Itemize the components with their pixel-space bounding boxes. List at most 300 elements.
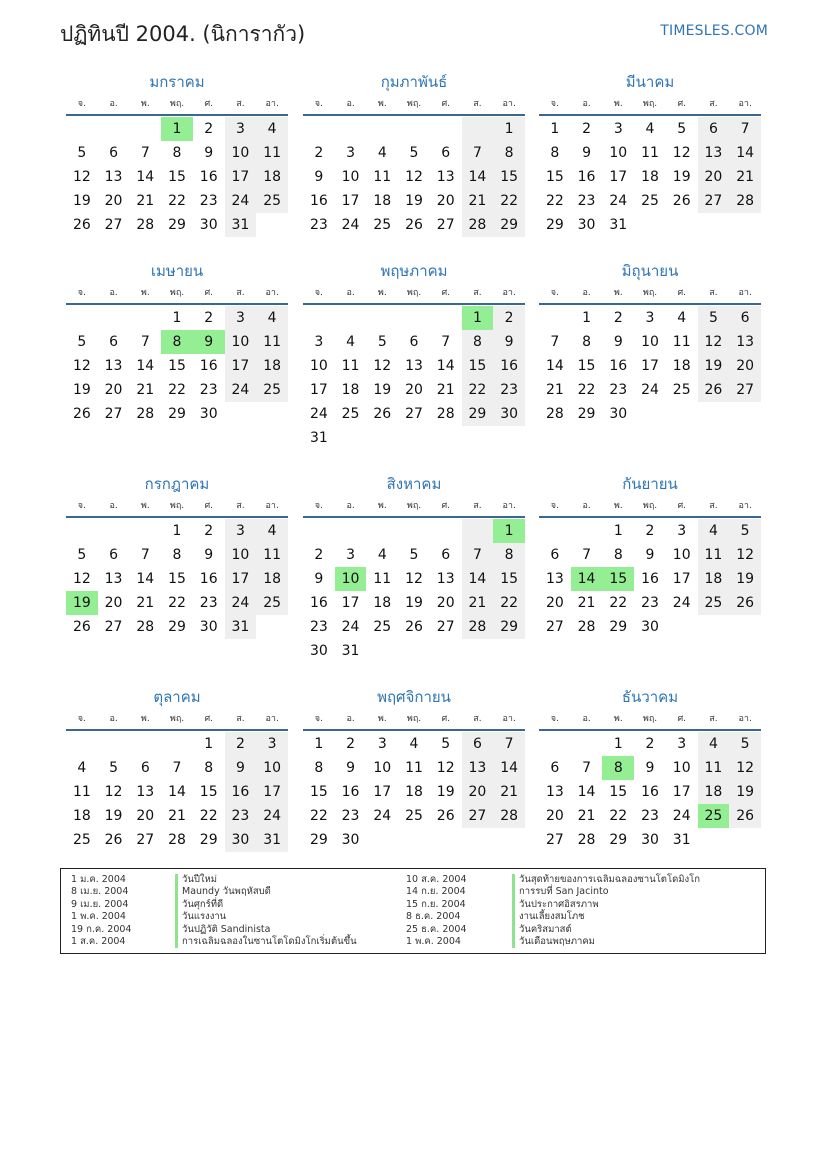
weekday-label: ศ. — [441, 714, 451, 724]
weekday-header — [303, 285, 525, 305]
weekday-label: ส. — [473, 714, 482, 724]
day-cell: 12 — [72, 169, 91, 185]
day-cell: 23 — [225, 804, 257, 828]
day-cell: 25 — [256, 591, 288, 615]
holiday-date: 14 ก.ย. 2004 — [406, 886, 466, 898]
month-name: สิงหาคม — [386, 475, 442, 493]
empty-cell — [398, 639, 430, 663]
day-cell: 17 — [225, 354, 257, 378]
weekday-label: อ. — [582, 714, 591, 724]
day-cell: 13 — [436, 169, 455, 185]
day-cell: 26 — [405, 619, 423, 635]
day-cell: 15 — [168, 169, 186, 185]
weekday-label: ศ. — [204, 501, 214, 511]
day-cell: 1 — [493, 519, 525, 543]
day-cell: 8 — [462, 330, 494, 354]
day-cell: 3 — [677, 523, 687, 539]
day-cell: 23 — [199, 193, 218, 209]
holiday-name: วันศุกร์ที่ดี — [182, 898, 224, 910]
month-name: มีนาคม — [625, 73, 675, 91]
day-cell: 8 — [172, 145, 182, 161]
day-cell: 11 — [373, 571, 392, 587]
day-cell: 5 — [729, 519, 761, 543]
day-cell: 21 — [136, 382, 155, 398]
weekday-label: อ. — [582, 288, 591, 298]
day-cell: 30 — [641, 619, 659, 635]
empty-cell — [98, 519, 130, 543]
empty-cell — [539, 732, 571, 756]
day-cell: 4 — [256, 306, 288, 330]
day-cell: 16 — [309, 595, 328, 611]
empty-cell — [98, 306, 130, 330]
day-cell: 25 — [72, 832, 91, 848]
empty-cell — [66, 117, 98, 141]
day-cell: 27 — [729, 378, 761, 402]
day-cell: 30 — [641, 832, 659, 848]
holiday-date: 10 ส.ค. 2004 — [406, 874, 467, 885]
day-cell: 14 — [136, 358, 155, 374]
day-cell: 10 — [225, 543, 257, 567]
day-cell: 14 — [462, 165, 494, 189]
day-cell: 18 — [405, 784, 423, 800]
empty-cell — [161, 732, 193, 756]
empty-cell — [462, 426, 494, 450]
day-cell: 19 — [72, 193, 91, 209]
day-cell: 9 — [314, 571, 324, 587]
empty-cell — [430, 828, 462, 852]
day-cell: 28 — [168, 832, 186, 848]
empty-cell — [729, 213, 761, 237]
day-cell: 16 — [341, 784, 360, 800]
empty-cell — [129, 306, 161, 330]
month-block — [539, 71, 761, 237]
day-cell: 27 — [462, 804, 494, 828]
month-block — [303, 686, 525, 852]
day-grid — [66, 117, 288, 237]
day-cell: 26 — [729, 804, 761, 828]
weekday-label: อา. — [265, 99, 279, 109]
day-cell: 17 — [672, 571, 691, 587]
day-cell: 21 — [729, 165, 761, 189]
day-cell: 9 — [193, 330, 225, 354]
day-cell: 5 — [377, 334, 387, 350]
weekday-label: ศ. — [677, 288, 687, 298]
day-cell: 3 — [225, 306, 257, 330]
weekday-label: อา. — [502, 501, 516, 511]
empty-cell — [539, 519, 571, 543]
weekday-label: จ. — [550, 501, 559, 511]
day-cell: 7 — [441, 334, 451, 350]
day-cell: 17 — [225, 567, 257, 591]
month-name: เมษายน — [150, 262, 204, 280]
day-cell: 9 — [493, 330, 525, 354]
day-cell: 27 — [104, 406, 123, 422]
day-cell: 23 — [641, 808, 659, 824]
holiday-date: 19 ก.ค. 2004 — [71, 923, 132, 935]
weekday-label: อ. — [346, 99, 355, 109]
month-name: มกราคม — [149, 73, 205, 91]
day-cell: 29 — [168, 619, 186, 635]
day-cell: 10 — [341, 169, 360, 185]
weekday-label: อา. — [502, 714, 516, 724]
day-cell: 21 — [462, 189, 494, 213]
day-grid — [66, 732, 288, 852]
day-cell: 1 — [204, 736, 214, 752]
empty-cell — [129, 732, 161, 756]
weekday-label: อา. — [265, 501, 279, 511]
day-cell: 4 — [698, 732, 730, 756]
day-cell: 5 — [677, 121, 687, 137]
day-cell: 8 — [161, 330, 193, 354]
day-cell: 5 — [698, 306, 730, 330]
weekday-label: พ. — [140, 501, 150, 511]
empty-cell — [366, 519, 398, 543]
day-cell: 31 — [225, 213, 257, 237]
day-cell: 10 — [672, 760, 691, 776]
empty-cell — [303, 306, 335, 330]
day-cell: 2 — [204, 523, 214, 539]
day-cell: 11 — [698, 543, 730, 567]
day-cell: 9 — [314, 169, 324, 185]
day-cell: 8 — [613, 547, 623, 563]
day-cell: 22 — [168, 382, 186, 398]
empty-cell — [335, 519, 367, 543]
holiday-name: Maundy วันพฤหัสบดี — [182, 886, 271, 898]
day-cell: 30 — [493, 402, 525, 426]
day-cell: 6 — [462, 732, 494, 756]
weekday-label: อ. — [109, 714, 118, 724]
empty-cell — [398, 519, 430, 543]
day-cell: 10 — [256, 756, 288, 780]
day-cell: 21 — [136, 193, 155, 209]
day-cell: 3 — [677, 736, 687, 752]
day-cell: 14 — [462, 567, 494, 591]
day-cell: 20 — [104, 193, 123, 209]
weekday-label: จ. — [550, 714, 559, 724]
day-cell: 11 — [698, 756, 730, 780]
day-cell: 7 — [172, 760, 182, 776]
empty-cell — [571, 732, 603, 756]
day-cell: 4 — [256, 519, 288, 543]
holiday-date: 1 ส.ค. 2004 — [71, 935, 126, 947]
weekday-label: ศ. — [441, 501, 451, 511]
day-cell: 15 — [199, 784, 218, 800]
day-cell: 6 — [698, 117, 730, 141]
empty-cell — [462, 828, 494, 852]
day-cell: 8 — [602, 756, 634, 780]
weekday-label: ส. — [709, 501, 718, 511]
weekday-label: จ. — [77, 288, 86, 298]
month-block — [539, 473, 761, 639]
day-cell: 13 — [436, 571, 455, 587]
day-grid — [303, 306, 525, 450]
day-cell: 29 — [199, 832, 218, 848]
holiday-date: 1 ม.ค. 2004 — [71, 874, 126, 885]
day-cell: 17 — [373, 784, 392, 800]
day-cell: 2 — [204, 310, 214, 326]
day-cell: 25 — [698, 591, 730, 615]
day-cell: 7 — [140, 145, 150, 161]
day-cell: 18 — [698, 780, 730, 804]
day-cell: 12 — [436, 760, 455, 776]
day-cell: 4 — [409, 736, 419, 752]
weekday-label: พ. — [613, 501, 623, 511]
empty-cell — [366, 117, 398, 141]
day-cell: 2 — [613, 310, 623, 326]
day-cell: 4 — [256, 117, 288, 141]
weekday-label: พ. — [613, 99, 623, 109]
month-name: กันยายน — [622, 475, 678, 493]
day-cell: 27 — [545, 832, 564, 848]
empty-cell — [303, 117, 335, 141]
day-cell: 7 — [140, 547, 150, 563]
day-cell: 12 — [698, 330, 730, 354]
site-link[interactable]: TIMESLES.COM — [660, 23, 768, 39]
weekday-label: อา. — [738, 714, 752, 724]
day-cell: 9 — [225, 756, 257, 780]
day-cell: 29 — [609, 832, 628, 848]
empty-cell — [634, 213, 666, 237]
day-cell: 20 — [698, 165, 730, 189]
day-cell: 20 — [462, 780, 494, 804]
day-cell: 18 — [373, 595, 392, 611]
empty-cell — [366, 426, 398, 450]
day-cell: 4 — [645, 121, 655, 137]
empty-cell — [698, 213, 730, 237]
month-block — [66, 473, 288, 639]
weekday-label: พฤ. — [642, 99, 658, 109]
empty-cell — [256, 615, 288, 639]
day-grid — [539, 519, 761, 639]
month-block — [66, 260, 288, 426]
empty-cell — [539, 306, 571, 330]
day-cell: 27 — [436, 217, 455, 233]
weekday-label: พฤ. — [642, 288, 658, 298]
weekday-label: พฤ. — [406, 501, 422, 511]
day-cell: 22 — [493, 591, 525, 615]
day-cell: 6 — [140, 760, 150, 776]
empty-cell — [493, 828, 525, 852]
day-cell: 7 — [462, 543, 494, 567]
weekday-label: ศ. — [441, 288, 451, 298]
day-cell: 12 — [104, 784, 123, 800]
day-cell: 25 — [256, 189, 288, 213]
day-cell: 28 — [436, 406, 455, 422]
day-cell: 26 — [373, 406, 392, 422]
holiday-date: 25 ธ.ค. 2004 — [406, 923, 467, 935]
weekday-label: จ. — [550, 288, 559, 298]
day-cell: 22 — [199, 808, 218, 824]
page-title: ปฏิทินปี 2004. (นิการากัว) — [60, 22, 306, 46]
weekday-label: จ. — [77, 99, 86, 109]
day-cell: 10 — [641, 334, 659, 350]
day-cell: 3 — [225, 117, 257, 141]
day-cell: 29 — [309, 832, 328, 848]
day-cell: 24 — [609, 193, 628, 209]
weekday-label: ส. — [236, 99, 245, 109]
day-cell: 13 — [405, 358, 423, 374]
day-cell: 4 — [377, 145, 387, 161]
weekday-label: อา. — [738, 99, 752, 109]
day-cell: 30 — [609, 406, 628, 422]
day-cell: 10 — [309, 358, 328, 374]
empty-cell — [398, 828, 430, 852]
holiday-name: วันสุดท้ายของการเฉลิมฉลองซานโตโดมิงโก — [519, 874, 701, 885]
month-name: พฤศจิกายน — [377, 688, 451, 706]
day-cell: 26 — [72, 217, 91, 233]
day-cell: 22 — [168, 595, 186, 611]
weekday-label: พฤ. — [642, 501, 658, 511]
day-cell: 20 — [436, 193, 455, 209]
day-cell: 19 — [729, 780, 761, 804]
empty-cell — [129, 117, 161, 141]
day-cell: 14 — [729, 141, 761, 165]
weekday-header — [66, 96, 288, 116]
day-cell: 12 — [405, 571, 423, 587]
empty-cell — [729, 615, 761, 639]
day-cell: 7 — [140, 334, 150, 350]
weekday-label: พ. — [140, 714, 150, 724]
empty-cell — [398, 426, 430, 450]
day-cell: 15 — [602, 567, 634, 591]
day-cell: 23 — [309, 619, 328, 635]
day-cell: 3 — [645, 310, 655, 326]
day-cell: 7 — [462, 141, 494, 165]
day-cell: 2 — [225, 732, 257, 756]
weekday-label: อา. — [502, 99, 516, 109]
weekday-label: จ. — [314, 501, 323, 511]
day-cell: 3 — [314, 334, 324, 350]
day-cell: 6 — [441, 547, 451, 563]
month-block — [303, 260, 525, 450]
day-cell: 19 — [373, 382, 392, 398]
empty-cell — [398, 306, 430, 330]
day-cell: 14 — [168, 784, 186, 800]
empty-cell — [256, 213, 288, 237]
day-cell: 8 — [582, 334, 592, 350]
day-cell: 11 — [641, 145, 659, 161]
day-cell: 22 — [609, 808, 628, 824]
day-cell: 1 — [550, 121, 560, 137]
day-cell: 29 — [462, 402, 494, 426]
empty-cell — [98, 732, 130, 756]
day-cell: 4 — [77, 760, 87, 776]
day-cell: 20 — [104, 382, 123, 398]
day-cell: 20 — [436, 595, 455, 611]
day-cell: 11 — [341, 358, 360, 374]
day-cell: 2 — [645, 736, 655, 752]
holiday-list — [60, 868, 766, 954]
day-cell: 4 — [698, 519, 730, 543]
holiday-name: การเฉลิมฉลองในซานโตโดมิงโกเริ่มต้นขึ้น — [182, 935, 357, 947]
day-cell: 7 — [550, 334, 560, 350]
day-cell: 4 — [377, 547, 387, 563]
day-cell: 4 — [346, 334, 356, 350]
weekday-header — [539, 711, 761, 731]
day-cell: 27 — [104, 619, 123, 635]
holiday-date: 8 เม.ย. 2004 — [71, 886, 129, 898]
empty-cell — [666, 213, 698, 237]
day-cell: 17 — [609, 169, 628, 185]
empty-cell — [256, 402, 288, 426]
weekday-header — [303, 711, 525, 731]
weekday-label: จ. — [550, 99, 559, 109]
day-cell: 8 — [172, 547, 182, 563]
day-cell: 11 — [256, 330, 288, 354]
day-cell: 21 — [436, 382, 455, 398]
day-cell: 10 — [225, 330, 257, 354]
day-cell: 16 — [641, 571, 659, 587]
empty-cell — [335, 117, 367, 141]
empty-cell — [366, 639, 398, 663]
weekday-label: พฤ. — [642, 714, 658, 724]
day-cell: 11 — [256, 543, 288, 567]
day-cell: 28 — [136, 217, 155, 233]
day-cell: 23 — [641, 595, 659, 611]
holiday-name: วันปีใหม่ — [182, 874, 218, 885]
day-cell: 18 — [341, 382, 360, 398]
day-cell: 2 — [314, 547, 324, 563]
day-cell: 14 — [136, 571, 155, 587]
empty-cell — [698, 828, 730, 852]
day-cell: 6 — [550, 760, 560, 776]
weekday-label: จ. — [77, 501, 86, 511]
day-cell: 9 — [582, 145, 592, 161]
empty-cell — [66, 732, 98, 756]
day-cell: 9 — [613, 334, 623, 350]
day-cell: 10 — [373, 760, 392, 776]
day-cell: 13 — [104, 169, 123, 185]
day-cell: 15 — [493, 165, 525, 189]
day-cell: 19 — [405, 193, 423, 209]
day-cell: 30 — [199, 406, 218, 422]
day-cell: 6 — [109, 547, 119, 563]
day-cell: 23 — [341, 808, 360, 824]
day-cell: 26 — [104, 832, 123, 848]
day-cell: 7 — [582, 760, 592, 776]
day-cell: 25 — [672, 382, 691, 398]
weekday-label: ส. — [473, 288, 482, 298]
holiday-name: วันประกาศอิสรภาพ — [519, 898, 599, 910]
day-cell: 24 — [672, 595, 691, 611]
day-cell: 9 — [346, 760, 356, 776]
day-cell: 27 — [405, 406, 423, 422]
day-cell: 14 — [571, 567, 603, 591]
holiday-name: การรบที่ San Jacinto — [519, 886, 609, 898]
day-cell: 12 — [729, 543, 761, 567]
weekday-label: จ. — [314, 99, 323, 109]
day-cell: 19 — [729, 567, 761, 591]
day-cell: 6 — [550, 547, 560, 563]
month-name: ธันวาคม — [621, 688, 679, 706]
weekday-label: อ. — [109, 501, 118, 511]
weekday-label: อา. — [738, 288, 752, 298]
holiday-date: 1 พ.ค. 2004 — [71, 911, 126, 923]
month-block — [539, 260, 761, 426]
day-cell: 15 — [309, 784, 328, 800]
day-cell: 12 — [72, 571, 91, 587]
weekday-label: อ. — [109, 288, 118, 298]
day-cell: 1 — [462, 306, 494, 330]
weekday-label: อ. — [109, 99, 118, 109]
empty-cell — [666, 615, 698, 639]
day-cell: 20 — [405, 382, 423, 398]
day-cell: 22 — [462, 378, 494, 402]
weekday-label: จ. — [314, 714, 323, 724]
weekday-label: ส. — [709, 99, 718, 109]
day-cell: 13 — [136, 784, 155, 800]
day-cell: 21 — [577, 595, 596, 611]
